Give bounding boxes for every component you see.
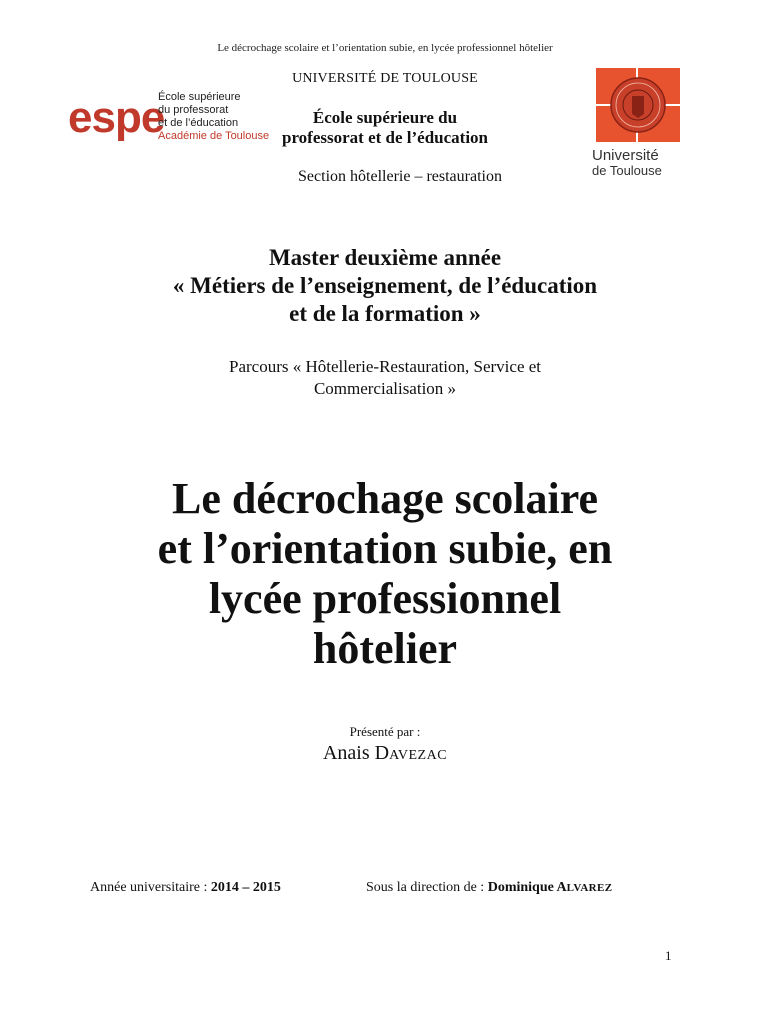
running-header: Le décrochage scolaire et l’orientation subie, en lycée professionnel hôtelier	[217, 42, 553, 54]
espe-logo-line-3: et de l’éducation	[158, 117, 239, 129]
degree-title-line-3: et de la formation »	[289, 301, 481, 326]
author-name-smallcaps: AVEZAC	[389, 748, 448, 763]
toulouse-seal-icon	[596, 68, 680, 142]
academic-year-label: Année universitaire :	[90, 880, 211, 895]
parcours-line-1: Parcours « Hôtellerie-Restauration, Service et	[228, 357, 542, 376]
author-name-first: Anais D	[322, 742, 390, 764]
supervisor-label: Sous la direction de :	[366, 880, 488, 895]
school-name-line-1: École supérieure du	[312, 108, 458, 127]
supervisor-name-first: Dominique A	[487, 880, 567, 895]
parcours-line-2: Commercialisation »	[313, 379, 457, 398]
thesis-title-line-3: lycée professionnel	[208, 574, 562, 623]
degree-title-line-1: Master deuxième année	[268, 245, 502, 270]
page-number: 1	[665, 948, 672, 963]
section-name: Section hôtellerie – restauration	[298, 168, 502, 185]
espe-logo-line-4: Académie de Toulouse	[158, 130, 270, 142]
school-name	[250, 108, 520, 148]
author-name	[0, 742, 770, 765]
degree-title-line-2: « Métiers de l’enseignement, de l’éducation	[172, 273, 598, 298]
thesis-title-line-4: hôtelier	[312, 624, 458, 673]
parcours	[110, 356, 660, 400]
supervisor	[366, 880, 613, 896]
espe-logo	[68, 86, 270, 150]
degree-title	[60, 244, 710, 328]
academic-year-value: 2014 – 2015	[210, 880, 281, 895]
university-name: UNIVERSITÉ DE TOULOUSE	[292, 71, 478, 86]
thesis-title-line-1: Le décrochage scolaire	[171, 474, 599, 523]
espe-logo-line-2: du professorat	[158, 104, 229, 116]
espe-logo-line-1: École supérieure	[158, 91, 241, 103]
universite-toulouse-logo-line-1: Université	[592, 147, 659, 164]
presented-by-label: Présenté par :	[349, 724, 421, 739]
thesis-title-line-2: et l’orientation subie, en	[157, 524, 613, 573]
supervisor-name-smallcaps: LVAREZ	[566, 882, 613, 894]
school-name-line-2: professorat et de l’éducation	[281, 128, 489, 147]
universite-toulouse-logo-line-2: de Toulouse	[592, 163, 662, 178]
academic-year	[90, 880, 281, 896]
espe-logo-mark: espe	[68, 93, 165, 142]
universite-toulouse-logo	[590, 66, 685, 178]
thesis-title	[40, 474, 730, 674]
